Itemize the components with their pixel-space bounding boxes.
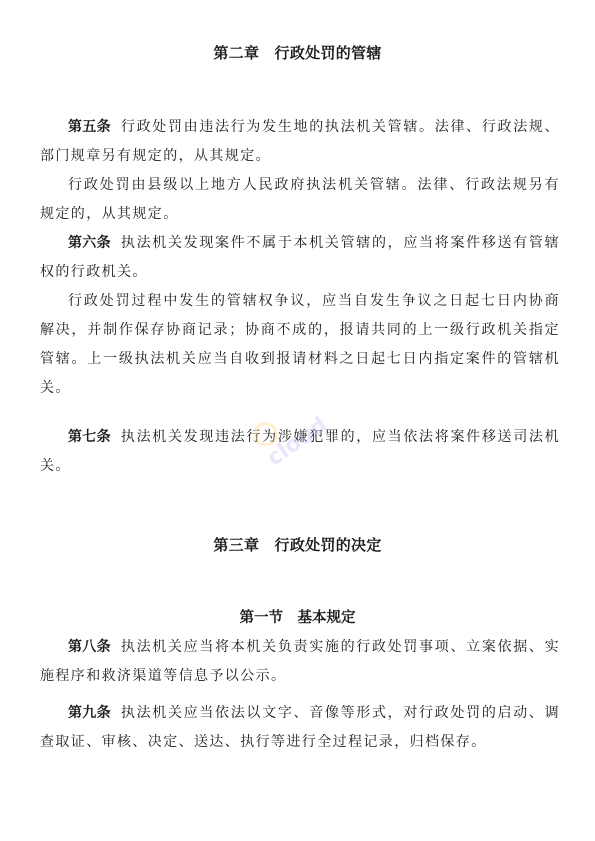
article-number: 第八条 [68, 639, 111, 655]
article-number: 第五条 [68, 119, 111, 135]
article-5 [40, 113, 560, 171]
article-9 [40, 699, 560, 757]
chapter-3-title: 第三章 行政处罚的决定 [213, 536, 382, 554]
article-text: 执法机关应当依法以文字、音像等形式，对行政处罚的启动、调查取证、审核、决定、送达、执行等进行全过程记录，归档保存。 [40, 705, 561, 750]
article-text: 行政处罚过程中发生的管辖权争议，应当自发生争议之日起七日内协商解决，并制作保存协商记录；协商不成的，报请共同的上一级行政机关指定管辖。上一级执法机关应当自收到报请材料之日起七日内指定案件的管辖机关。 [40, 293, 560, 396]
article-6-paragraph-2 [40, 287, 560, 403]
article-number: 第六条 [68, 235, 111, 251]
chapter-2-title: 第二章 行政处罚的管辖 [213, 44, 382, 62]
article-text: 执法机关发现案件不属于本机关管辖的，应当将案件移送有管辖权的行政机关。 [40, 235, 561, 280]
article-text: 执法机关发现违法行为涉嫌犯罪的，应当依法将案件移送司法机关。 [40, 429, 561, 474]
article-5-paragraph-2 [40, 171, 560, 229]
watermark-text: cloud [262, 412, 333, 472]
section-1-title: 第一节 基本规定 [239, 610, 356, 626]
article-text: 行政处罚由县级以上地方人民政府执法机关管辖。法律、行政法规另有规定的，从其规定。 [40, 177, 560, 222]
article-7 [40, 423, 560, 481]
article-text: 行政处罚由违法行为发生地的执法机关管辖。法律、行政法规、部门规章另有规定的，从其规定。 [40, 119, 561, 164]
article-number: 第七条 [68, 429, 111, 445]
article-text: 执法机关应当将本机关负责实施的行政处罚事项、立案依据、实施程序和救济渠道等信息予以公示。 [40, 639, 561, 684]
article-8 [40, 633, 560, 691]
article-number: 第九条 [68, 705, 111, 721]
article-6 [40, 229, 560, 287]
